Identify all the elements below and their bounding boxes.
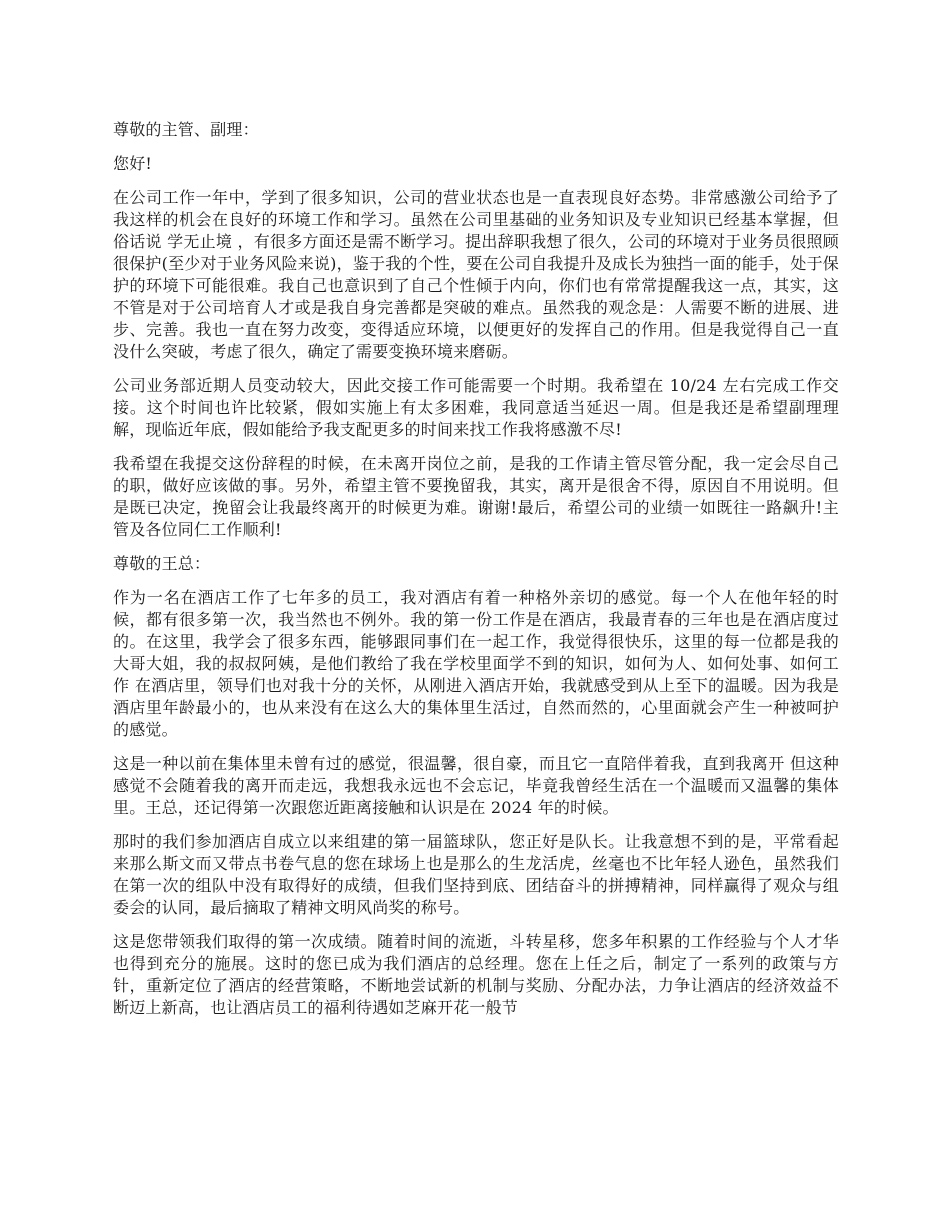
letter1-paragraph: 在公司工作一年中，学到了很多知识，公司的营业状态也是一直表现良好态势。非常感激公司给予了我这样的机会在良好的环境工作和学习。虽然在公司里基础的业务知识及专业知识已经基本掌握，但俗话说 学无止境 ，有很多方面还是需不断学习。提出辞职我想了很久，公司的环境对于业务员很照顾很保护(至少对于业务风险来说)，鉴于我的个性，要在公司自我提升及成长为独挡一面的能手，处于保护的环境下可能很难。我自己也意识到了自己个性倾于内向，你们也有常常提醒我这一点，其实，这不管是对于公司培育人才或是我自身完善都是突破的难点。虽然我的观念是：人需要不断的进展、进步、完善。我也一直在努力改变，变得适应环境，以便更好的发挥自己的作用。但是我觉得自己一直没什么突破，考虑了很久，确定了需要变换环境来磨砺。 <box>113 188 839 361</box>
letter1-paragraph: 公司业务部近期人员变动较大，因此交接工作可能需要一个时期。我希望在 10/24 左右完成工作交接。这个时间也许比较紧，假如实施上有太多困难，我同意适当延迟一周。但是我还是希望副理理解，现临近年底，假如能给予我支配更多的时间来找工作我将感激不尽! <box>113 376 839 439</box>
letter2-paragraph: 这是您带领我们取得的第一次成绩。随着时间的流逝，斗转星移，您多年积累的工作经验与个人才华也得到充分的施展。这时的您已成为我们酒店的总经理。您在上任之后，制定了一系列的政策与方针，重新定位了酒店的经营策略，不断地尝试新的机制与奖励、分配办法，力争让酒店的经济效益不断迈上新高，也让酒店员工的福利待遇如芝麻开花一般节 <box>113 932 839 1017</box>
letter2-paragraph: 作为一名在酒店工作了七年多的员工，我对酒店有着一种格外亲切的感觉。每一个人在他年轻的时候，都有很多第一次，我当然也不例外。我的第一份工作是在酒店，我最青春的三年也是在酒店度过的。在这里，我学会了很多东西，能够跟同事们在一起工作，我觉得很快乐，这里的每一位都是我的大哥大姐，我的叔叔阿姨，是他们教给了我在学校里面学不到的知识，如何为人、如何处事、如何工作 在酒店里，领导们也对我十分的关怀，从刚进入酒店开始，我就感受到从上至下的温暖。因为我是酒店里年龄最小的，也从来没有在这么大的集体里生活过，自然而然的，心里面就会产生一种被呵护的感觉。 <box>113 588 839 739</box>
document-page <box>113 119 839 1031</box>
letter1-paragraph: 我希望在我提交这份辞程的时候，在未离开岗位之前，是我的工作请主管尽管分配，我一定会尽自己的职，做好应该做的事。另外，希望主管不要挽留我，其实，离开是很舍不得，原因自不用说明。但是既已决定，挽留会让我最终离开的时候更为难。谢谢!最后，希望公司的业绩一如既往一路飙升!主管及各位同仁工作顺利! <box>113 454 839 539</box>
letter2-paragraph: 这是一种以前在集体里未曾有过的感觉，很温馨，很自豪，而且它一直陪伴着我，直到我离开 但这种感觉不会随着我的离开而走远，我想我永远也不会忘记，毕竟我曾经生活在一个温暖而又温馨的集体里。王总，还记得第一次跟您近距离接触和认识是在 2024 年的时候。 <box>113 754 839 817</box>
letter1-greeting: 您好! <box>113 154 153 173</box>
letter2-paragraph: 那时的我们参加酒店自成立以来组建的第一届篮球队，您正好是队长。让我意想不到的是，平常看起来那么斯文而又带点书卷气息的您在球场上也是那么的生龙活虎，丝毫也不比年轻人逊色，虽然我们在第一次的组队中没有取得好的成绩，但我们坚持到底、团结奋斗的拼搏精神，同样赢得了观众与组委会的认同，最后摘取了精神文明风尚奖的称号。 <box>113 832 839 917</box>
letter2-salutation: 尊敬的王总： <box>113 554 211 573</box>
letter1-salutation: 尊敬的主管、副理： <box>113 120 259 139</box>
